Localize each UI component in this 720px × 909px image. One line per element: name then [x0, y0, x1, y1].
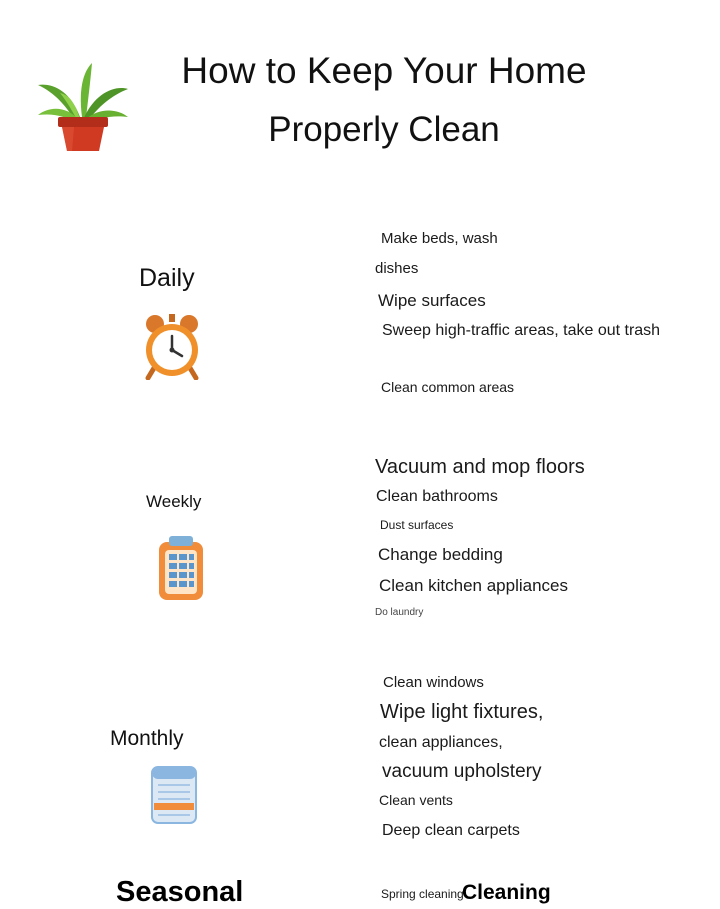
- weekly-task-2: Clean bathrooms: [376, 488, 498, 505]
- daily-task-1: Make beds, wash: [381, 230, 498, 247]
- alarm-clock-icon: [140, 312, 204, 380]
- section-label-daily: Daily: [139, 264, 195, 292]
- daily-task-2: dishes: [375, 260, 419, 277]
- calculator-icon: [157, 536, 205, 602]
- page-title-line-2: Properly Clean: [268, 110, 500, 149]
- weekly-task-6: Do laundry: [375, 607, 424, 618]
- calendar-icon: [150, 765, 198, 825]
- daily-task-3: Wipe surfaces: [378, 291, 486, 310]
- section-label-seasonal: Seasonal: [116, 876, 244, 908]
- section-label-monthly: Monthly: [110, 727, 184, 750]
- weekly-task-4: Change bedding: [378, 545, 503, 564]
- weekly-task-5: Clean kitchen appliances: [379, 576, 569, 595]
- seasonal-task-2: Cleaning: [462, 881, 551, 904]
- monthly-task-1: Clean windows: [383, 674, 484, 691]
- weekly-task-1: Vacuum and mop floors: [375, 456, 585, 478]
- seasonal-task-1: Spring cleaning: [381, 887, 464, 901]
- daily-task-4: Sweep high-traffic areas, take out trash: [382, 322, 661, 339]
- page-title-line-1: How to Keep Your Home: [181, 50, 587, 91]
- monthly-task-4: vacuum upholstery: [382, 761, 542, 782]
- monthly-task-6: Deep clean carpets: [382, 822, 520, 839]
- monthly-task-5: Clean vents: [379, 792, 453, 808]
- monthly-task-2: Wipe light fixtures,: [380, 701, 544, 723]
- section-label-weekly: Weekly: [146, 492, 202, 511]
- daily-task-5: Clean common areas: [381, 379, 515, 395]
- monthly-task-3: clean appliances,: [379, 734, 503, 751]
- weekly-task-3: Dust surfaces: [380, 518, 454, 532]
